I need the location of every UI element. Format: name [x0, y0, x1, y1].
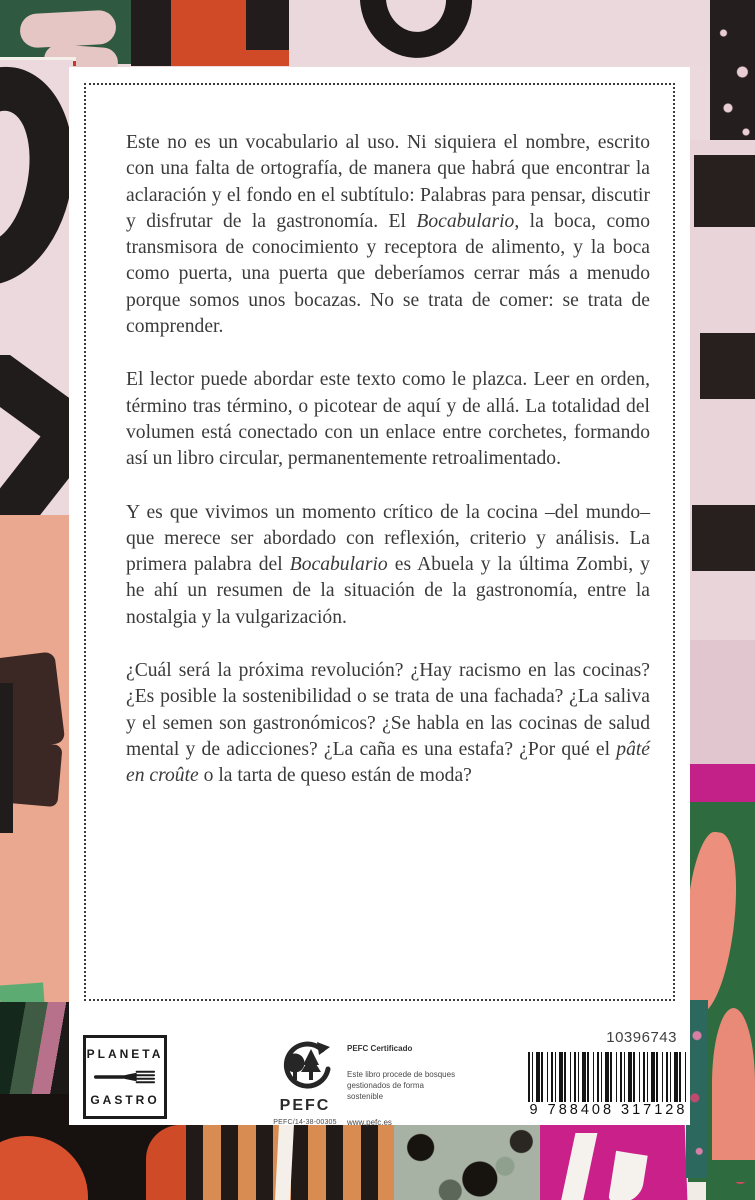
collage-piece-dark-square [694, 155, 755, 227]
collage-piece-camo [394, 1125, 542, 1200]
barcode-block [519, 1029, 689, 1118]
pefc-license-code: PEFC/14-38-00305 [273, 1119, 337, 1126]
blurb-paragraph-3: Y es que vivimos un momento crítico de la cocina –del mundo– que merece ser abordado con reflexión, criterio y análisis. La primera palabra del Bocabulario es Abuela y la última Zombi, y he ahí un resumen de la situación de la gastronomía, entre la nostalgia y la vulgarización. [126, 501, 650, 628]
collage-piece-dark-square [692, 505, 755, 571]
dotted-frame [84, 83, 675, 1001]
blurb-paragraph-2: El lector puede abordar este texto como le plazca. Leer en orden, término tras término, o picotear de aquí y de allá. La totalidad del volumen está conectado con un enlace entre corchetes, formando así un libro circular, permanentemente retroalimentado. [126, 369, 650, 470]
collage-piece-black-band [131, 0, 173, 66]
pefc-logo [265, 1041, 345, 1126]
barcode [528, 1052, 689, 1102]
collage-letter-fragment [19, 10, 117, 49]
collage-piece-magenta-band [688, 764, 755, 806]
planeta-gastro-logo [83, 1035, 167, 1119]
planeta-gastro-logo-line1: PLANETA [86, 1047, 164, 1061]
collage-piece-black-band [246, 0, 291, 50]
collage-piece-speckled-black [710, 0, 755, 150]
pefc-cert-title: PEFC Certificado [347, 1044, 413, 1053]
pefc-wordmark: PEFC [279, 1097, 331, 1114]
collage-letter-fragment [608, 1151, 647, 1200]
collage-piece-magenta [540, 1125, 692, 1200]
isbn-digits: 9 788408 317128 [529, 1102, 688, 1118]
pefc-url: www.pefc.es [347, 1118, 392, 1127]
collage-piece-dark-square [700, 333, 755, 399]
blurb-text [86, 85, 673, 999]
collage-piece-salmon-torn [712, 1008, 755, 1160]
pefc-certificate-text [347, 1043, 459, 1128]
blurb-paragraph-4: ¿Cuál será la próxima revolución? ¿Hay racismo en las cocinas? ¿Es posible la sostenibilidad o se trata de una fachada? ¿La saliva y el semen son gastronómicos? ¿Se habla en las cocinas de salud mental y de adicciones? ¿La caña es una estafa? ¿Por qué el pâté en croûte o la tarta de queso están de moda? [126, 660, 650, 787]
collage-piece-pink-paper [289, 0, 713, 66]
pefc-trees-recycle-icon [276, 1078, 334, 1095]
collage-letter-v-fragment [0, 355, 73, 525]
collage-letter-fragment [561, 1133, 598, 1200]
fork-icon [94, 1070, 156, 1084]
collage-piece-salmon-paper [0, 515, 73, 1007]
planeta-gastro-logo-line2: GASTRO [90, 1093, 160, 1107]
blurb-paragraph-1: Este no es un vocabulario al uso. Ni siquiera el nombre, escrito con una falta de ortografía, de manera que habrá que encontrar la aclaración y el fondo en el subtítulo: Palabras para pensar, discutir y disfrutar de la gastronomía. El Bocabulario, la boca, como transmisora de conocimiento y receptora de alimento, y la boca como puerta, una puerta que deberíamos cerrar más a menudo porque somos unos bocazas. No se trata de comer: se trata de comprender. [126, 132, 650, 338]
back-cover-panel [69, 67, 690, 1125]
collage-piece-pink-paper [688, 640, 755, 768]
collage-piece-green-top [0, 0, 133, 64]
product-code: 10396743 [606, 1029, 677, 1046]
pefc-cert-body: Este libro procede de bosques gestionados de forma sostenible [347, 1070, 456, 1101]
